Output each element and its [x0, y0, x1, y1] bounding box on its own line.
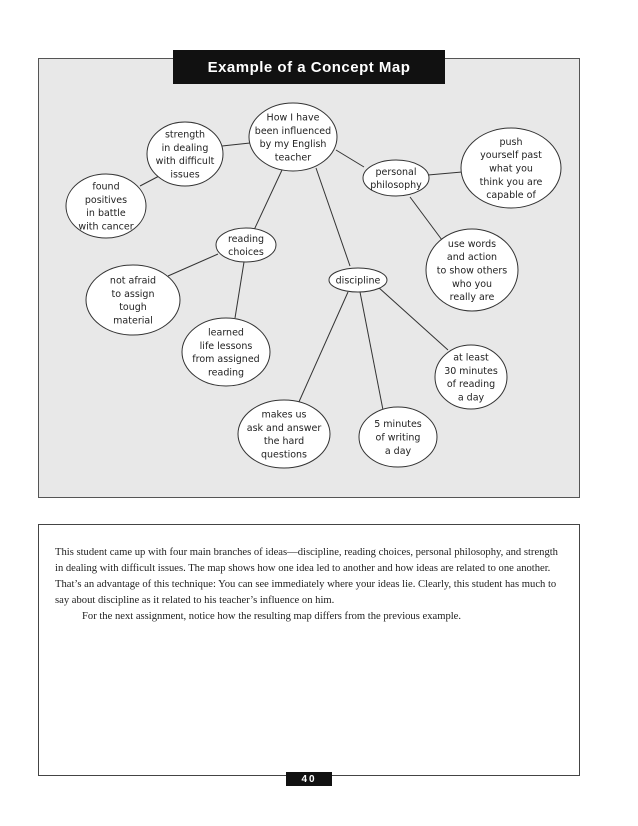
node-label: questions	[261, 449, 307, 461]
edge-personal-usewords	[410, 197, 442, 240]
node-notafraid	[86, 265, 180, 335]
node-label: of writing	[375, 432, 421, 444]
paragraph-2: For the next assignment, notice how the resulting map differs from the previous example.	[82, 611, 462, 622]
edge-discipline-fivemin	[360, 292, 383, 410]
node-reading	[216, 228, 276, 262]
node-label: choices	[228, 247, 264, 259]
node-label: from assigned	[192, 354, 260, 366]
node-label: teacher	[274, 152, 312, 164]
node-label: issues	[170, 169, 200, 181]
node-label: life lessons	[199, 340, 253, 352]
node-atleast	[435, 345, 507, 409]
node-label: really are	[449, 292, 495, 304]
node-label: philosophy	[370, 180, 422, 192]
node-learned	[182, 318, 270, 386]
node-label: with cancer	[78, 221, 134, 233]
node-personal	[363, 160, 429, 196]
node-label: learned	[208, 327, 244, 339]
node-label: push	[499, 136, 523, 148]
paragraph-1: This student came up with four main branches of ideas—discipline, reading choices, personal philosophy, and strength in dealing with difficult issues. The map shows how one idea led to another and how ideas are related to one another. That’s an advantage of this technique: You can see immediately where your ideas lie. Clearly, this student has much to say about discipline as it related to his teacher’s influence on him.	[55, 547, 558, 606]
node-label: material	[113, 315, 153, 327]
node-label: positives	[84, 194, 128, 206]
node-label: yourself past	[480, 150, 542, 162]
node-label: discipline	[335, 275, 381, 287]
node-label: How I have	[266, 112, 320, 124]
node-label: who you	[451, 278, 493, 290]
edge-reading-notafraid	[168, 254, 218, 276]
node-label: reading	[207, 367, 245, 379]
node-label: capable of	[486, 190, 536, 202]
node-push	[461, 128, 561, 208]
edge-center-reading	[254, 170, 282, 230]
node-makesus	[238, 400, 330, 468]
node-found	[66, 174, 146, 238]
node-label: think you are	[479, 176, 543, 188]
node-label: 5 minutes	[374, 419, 422, 431]
node-label: by my English	[259, 139, 327, 151]
node-label: the hard	[263, 436, 305, 448]
node-fivemin	[359, 407, 437, 467]
node-label: personal	[375, 166, 417, 178]
node-label: ask and answer	[246, 422, 322, 434]
node-label: of reading	[446, 379, 496, 391]
node-label: found	[92, 181, 120, 193]
edge-center-personal	[336, 150, 364, 167]
node-label: to show others	[436, 265, 508, 277]
node-discipline	[329, 268, 387, 292]
edge-reading-learned	[235, 262, 244, 318]
node-label: use words	[447, 238, 497, 250]
edge-center-discipline	[316, 168, 350, 266]
edge-discipline-makesus	[298, 292, 348, 404]
node-label: strength	[164, 129, 206, 141]
page-number: 40	[286, 772, 332, 786]
node-label: with difficult	[155, 156, 215, 168]
node-label: tough	[119, 302, 147, 314]
node-label: not afraid	[109, 275, 157, 287]
node-label: at least	[453, 352, 489, 364]
edge-personal-push	[428, 172, 462, 175]
node-label: a day	[457, 392, 485, 404]
node-label: and action	[446, 252, 498, 264]
node-strength	[147, 122, 223, 186]
node-label: to assign	[111, 288, 155, 300]
node-label: in battle	[86, 208, 126, 220]
node-label: what you	[489, 163, 533, 175]
node-label: a day	[384, 445, 412, 457]
node-usewords	[426, 229, 518, 311]
node-label: makes us	[261, 409, 307, 421]
node-label: 30 minutes	[444, 365, 498, 377]
node-label: reading	[227, 233, 265, 245]
edge-center-strength	[222, 143, 250, 146]
map-title: Example of a Concept Map	[173, 50, 445, 84]
node-label: in dealing	[161, 142, 209, 154]
node-center	[249, 103, 337, 171]
node-label: been influenced	[254, 125, 332, 137]
